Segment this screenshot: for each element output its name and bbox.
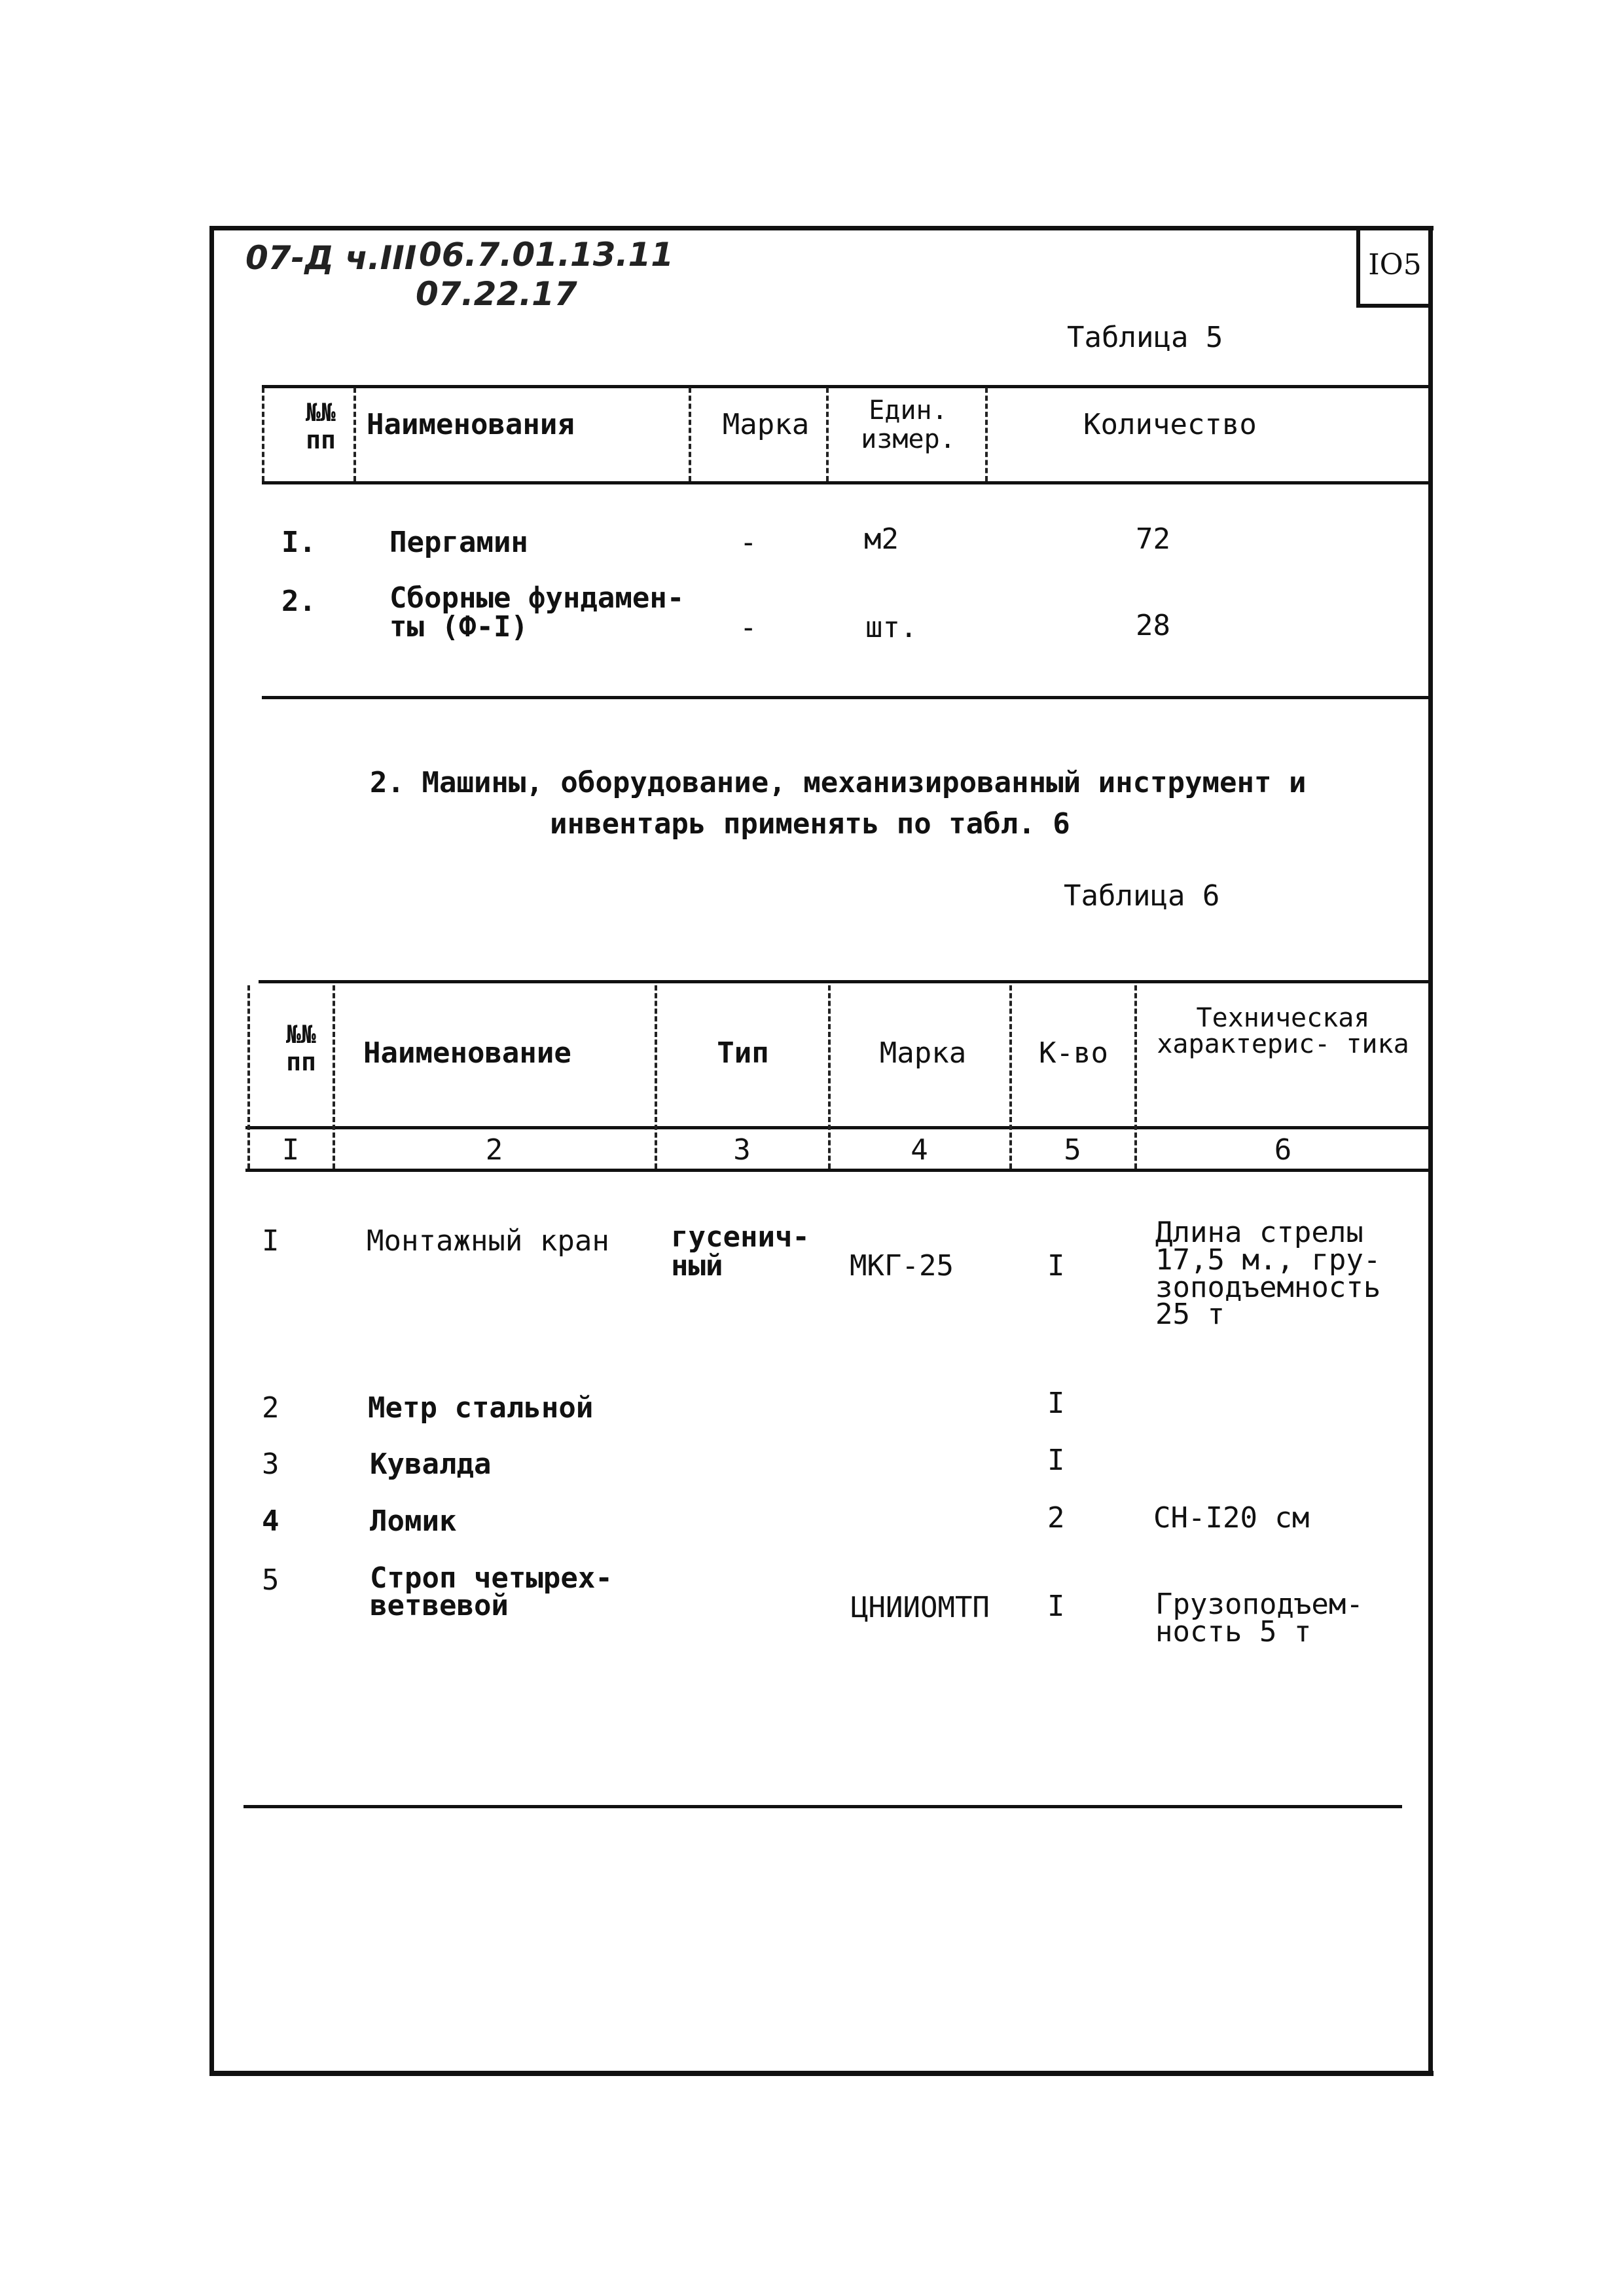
table6-caption: Таблица 6 [1064,879,1220,913]
table6-row4-name: Ломик [370,1504,457,1538]
table5-header-unit: Един. измер. [861,395,956,454]
table6-row2-no: 2 [262,1391,280,1425]
table5-row2-qty: 28 [1136,609,1170,642]
table6-colnum-1: I [281,1133,300,1167]
table6-colnum-5: 5 [1064,1133,1081,1167]
table6-row5-no: 5 [262,1563,280,1597]
table5-col-divider [353,388,356,481]
table6-header-name: Наименование [363,1036,571,1070]
table6-row4-no: 4 [262,1504,280,1538]
table5-header-mark: Марка [722,408,810,441]
handwritten-code-3: 07.22.17 [416,275,577,313]
table6-row5-spec: Грузоподъем- ность 5 т [1155,1588,1363,1649]
table6-row1-name: Монтажный кран [367,1224,609,1258]
table6-row4-qty: 2 [1047,1501,1065,1535]
frame-bottom-border [209,2071,1434,2076]
table5-col-divider [985,388,988,481]
table6-row3-qty: I [1047,1444,1065,1477]
table6-header-bottom-rule [245,1169,1430,1172]
table5-header-qty: Количество [1083,408,1257,441]
table5-col-divider [689,388,691,481]
table6-header-qty: К-во [1039,1036,1108,1070]
table6-header-mid-rule [245,1126,1430,1129]
table5-header-top-rule [262,385,1430,388]
handwritten-code-1: 07-Д ч.III [245,239,417,277]
paragraph-line-2: инвентарь применять по табл. 6 [550,807,1070,841]
table6-header-no: №№ пп [286,1020,316,1076]
table6-header-mark: Марка [879,1036,967,1070]
table6-row1-no: I [262,1224,280,1258]
table6-row5-mark: ЦНИИОМТП [851,1591,990,1624]
table5-row1-unit: м2 [864,522,899,556]
table6-row4-spec: СН-I20 см [1153,1501,1310,1535]
table5-caption: Таблица 5 [1067,321,1223,354]
table5-row2-unit: шт. [865,611,918,644]
table6-row5-qty: I [1047,1590,1065,1623]
table5-row1-mark: - [740,526,757,559]
table5-col-divider [262,388,264,481]
table6-row3-no: 3 [262,1448,280,1481]
frame-left-border [209,226,214,2075]
table6-row2-name: Метр стальной [368,1391,594,1425]
frame-top-border [209,226,1434,230]
handwritten-code-2: 06.7.01.13.11 [419,236,674,274]
table6-bottom-rule [244,1805,1402,1808]
table6-row1-type: гусенич- ный [671,1220,810,1283]
table5-header-bottom-rule [262,481,1430,484]
table5-header-no: №№ пп [306,398,336,454]
table6-row1-qty: I [1047,1249,1065,1283]
table5-bottom-rule [262,696,1430,699]
table5-header-name: Наименования [367,408,575,441]
table6-row3-name: Кувалда [370,1448,492,1481]
table6-row5-name: Строп четырех- ветвевой [370,1561,613,1622]
table5-row2-mark: - [740,611,757,644]
table6-colnum-4: 4 [911,1133,928,1167]
table6-header-top-rule [259,980,1430,983]
table6-colnum-3: 3 [733,1133,751,1167]
table6-header-type: Тип [717,1036,769,1070]
paragraph-line-1: 2. Машины, оборудование, механизированный инструмент и [370,766,1307,799]
page-number: IO5 [1356,226,1430,308]
table6-row1-mark: МКГ-25 [850,1249,954,1283]
table5-row1-name: Пергамин [389,526,528,559]
table5-col-divider [826,388,829,481]
table6-header-spec: Техническая характерис- тика [1157,1003,1409,1059]
table6-colnum-2: 2 [485,1133,503,1167]
table5-row1-no: I. [281,526,316,559]
table6-colnum-6: 6 [1274,1133,1292,1167]
table6-row2-qty: I [1047,1387,1065,1420]
table5-row2-no: 2. [281,585,316,618]
table5-row2-name: Сборные фундамен- ты (Ф-I) [389,581,685,644]
table5-row1-qty: 72 [1136,522,1170,556]
table6-row1-spec: Длина стрелы 17,5 м., гру- зоподъемность 25 т [1155,1216,1381,1332]
